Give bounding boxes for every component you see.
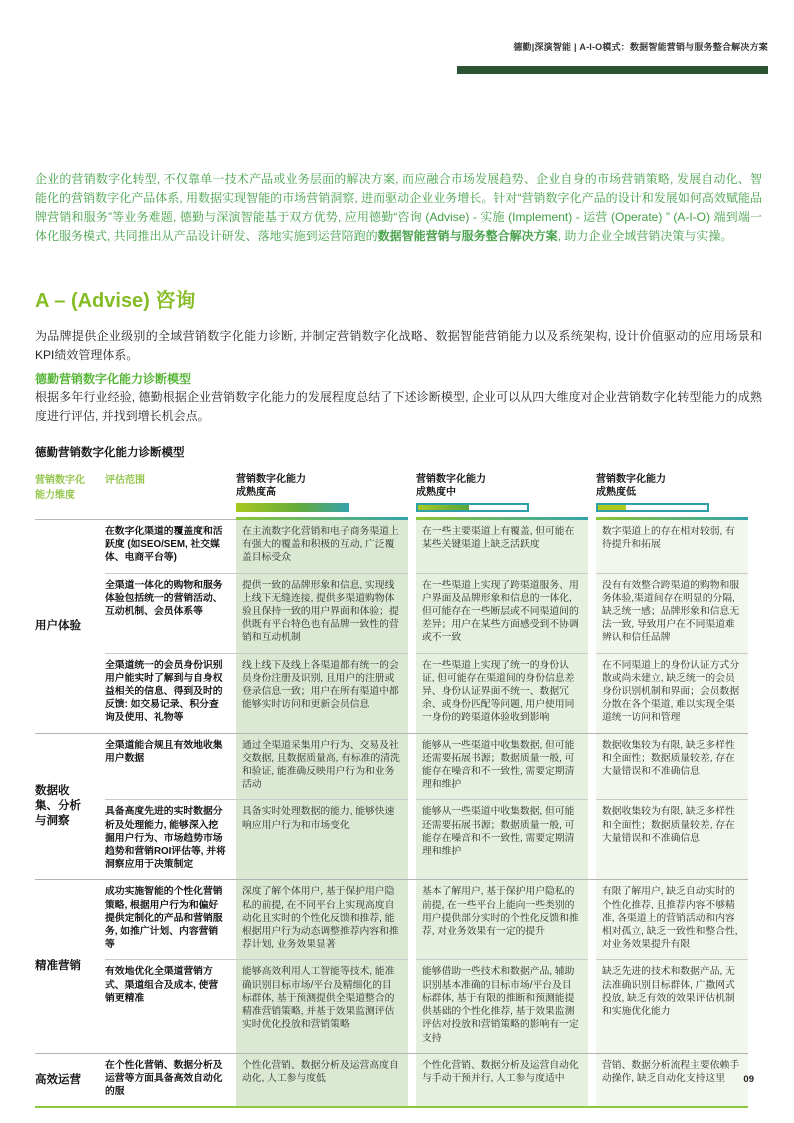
table-cell-scope: 成功实施智能的个性化营销策略, 根据用户行为和偏好提供定制化的产品和营销服务, 如推广计划、内容营销等 <box>105 886 223 951</box>
table-cell-high: 个性化营销、数据分析及运营高度自动化, 人工参与度低 <box>236 1054 408 1107</box>
table-cell-medium: 在一些渠道上实现了跨渠道服务、用户界面及品牌形象和信息的一体化, 但可能存在一些断层或不同渠道间的差异；用户在某些方面感受到不协调或不一致 <box>416 573 588 653</box>
table-cell-high: 能够高效利用人工智能等技术, 能准确识别目标市场/平台及精细化的目标群体, 基于预测提供全渠道整合的精准营销策略, 并基于效果监测评估实时优化投放和营销策略 <box>236 959 408 1052</box>
column-header-dimension-line2: 能力维度 <box>35 490 75 501</box>
page-number: 09 <box>743 1074 754 1085</box>
maturity-high-label-line1: 营销数字化能力 <box>236 474 306 485</box>
table-cell-low: 营销、数据分析流程主要依赖手动操作, 缺乏自动化支持这里 <box>596 1054 748 1107</box>
table-cell-scope: 全渠道统一的会员身份识别用户能实时了解到与自身权益相关的信息、得到及时的反馈: 如交易记录、积分查询及使用、礼物等 <box>105 653 236 733</box>
table-cell-medium: 个性化营销、数据分析及运营自动化与手动干预并行, 人工参与度适中 <box>416 1054 588 1107</box>
table-cell-medium: 在一些渠道上实现了统一的身份认证, 但可能存在渠道间的身份信息差异、身份认证界面不统一、数据冗余、或身份匹配等问题, 用户使用同一身份的跨渠道体验收到影响 <box>416 653 588 733</box>
group-label: 精准营销 <box>35 960 81 973</box>
header-separator: | <box>571 42 580 52</box>
header-brand: 德勤|深演智能 <box>513 42 572 52</box>
diagnostic-model-table <box>35 444 748 1108</box>
table-cell-high: 在主流数字化营销和电子商务渠道上有强大的覆盖和积极的互动, 广泛覆盖目标受众 <box>236 520 408 573</box>
section-paragraph-2: 根据多年行业经验, 德勤根据企业营销数字化能力的发展程度总结了下述诊断模型, 企业可以从四大维度对企业营销数字化转型能力的成熟度进行评估, 并找到增长机会点。 <box>35 390 762 423</box>
table-cell-scope: 在个性化营销、数据分析及运营等方面具备高效自动化的服 <box>105 1059 223 1098</box>
section-heading: A – (Advise) 咨询 <box>35 290 196 312</box>
table-cell-low: 数据收集较为有限, 缺乏多样性和全面性；数据质量较差, 存在大量错误和不准确信息 <box>596 799 748 879</box>
column-header-dimension-line1: 营销数字化 <box>35 475 85 486</box>
table-group-efficient-operations <box>35 1053 748 1109</box>
maturity-medium-bar-fill <box>418 505 469 510</box>
column-header-scope: 评估范围 <box>105 471 236 520</box>
table-cell-high: 深度了解个体用户, 基于保护用户隐私的前提, 在不同平台上实现高度自动化且实时的个性化反馈和推荐, 能根据用户行为动态调整推荐内容和推荐计划, 业务效果显著 <box>236 880 408 959</box>
table-cell-low: 缺乏先进的技术和数据产品, 无法准确识别目标群体, 广撒网式投放, 缺乏有效的效果评估机制和实施优化能力 <box>596 959 748 1052</box>
maturity-medium-label-line1: 营销数字化能力 <box>416 474 486 485</box>
table-cell-medium: 能够从一些渠道中收集数据, 但可能还需要拓展书源；数据质量一般, 可能存在噪音和不一致性, 需要定期清理和维护 <box>416 799 588 879</box>
table-group-user-experience <box>35 520 748 733</box>
table-cell-scope: 全渠道一体化的购物和服务体验包括统一的营销活动、互动机制、会员体系等 <box>105 573 236 653</box>
table-cell-low: 在不同渠道上的身份认证方式分散或尚未建立, 缺乏统一的会员身份识别机制和界面；会员数据分散在各个渠道, 难以实现全渠道统一访问和管理 <box>596 653 748 733</box>
table-cell-medium: 能够借助一些技术和数据产品, 辅助识别基本准确的目标市场/平台及目标群体, 基于有限的推断和预测能提供基础的个性化推荐, 基于效果监测评估对投放和营销策略的影响有一定支持 <box>416 959 588 1052</box>
table-cell-medium: 在一些主要渠道上有覆盖, 但可能在某些关键渠道上缺乏活跃度 <box>416 520 588 573</box>
table-cell-high: 线上线下及线上各渠道都有统一的会员身份注册及识别, 且用户的注册或登录信息一致；用户在所有渠道中都能够实时访问和更新会员信息 <box>236 653 408 733</box>
intro-text: 企业的营销数字化转型, 不仅靠单一技术产品或业务层面的解决方案, 而应融合市场发展趋势、企业自身的市场营销策略, 发展自动化、智能化的营销数字化产品体系, 用数据实现智能的市场营销洞察, 进而驱动企业业务增长。针对“营销数字化产品的设计和发展如何高效赋能品牌营销和服务”等业务难题, 德勤与深演智能基于双方优势, 应用德勤“咨询 (Advise) - 实施 (Implement) - 运营 (Operate) ” (A-I-O) 端到端一体化服务模式, 共同推出从产品设计研发、落地实施到运营陪跑的 <box>35 172 762 243</box>
table-cell-high: 提供一致的品牌形象和信息, 实现线上线下无缝连接, 提供多渠道购物体验且保持一致的用户界面和体验；提供既有平台特色也有品牌一致性的营销和互动机制 <box>236 573 408 653</box>
maturity-high-bar <box>236 503 349 512</box>
maturity-low-label-line1: 营销数字化能力 <box>596 474 666 485</box>
page-header <box>513 40 768 53</box>
section-paragraph-1: 为品牌提供企业级别的全域营销数字化能力诊断, 并制定营销数字化战略、数据智能营销能力以及系统架构, 设计价值驱动的应用场景和KPI绩效管理体系。 <box>35 329 762 362</box>
intro-text-end: , 助力企业全域营销决策与实操。 <box>557 229 733 243</box>
group-label: 数据收集、分析与洞察 <box>35 785 81 828</box>
table-group-precision-marketing <box>35 879 748 1052</box>
header-accent-bar <box>457 66 768 74</box>
header-title: A-I-O模式：数据智能营销与服务整合解决方案 <box>579 42 768 52</box>
intro-paragraph <box>35 170 762 246</box>
group-label: 高效运营 <box>35 1073 81 1086</box>
table-group-data-collection <box>35 733 748 880</box>
table-cell-low: 有限了解用户, 缺乏自动实时的个性化推荐, 且推荐内容不够精准, 各渠道上的营销活动和内容相对孤立, 缺乏一致性和整合性, 对业务效果提升有限 <box>596 880 748 959</box>
column-header-maturity-medium <box>416 471 588 520</box>
maturity-low-label-line2: 成熟度低 <box>596 487 636 498</box>
column-header-dimension <box>35 471 105 520</box>
table-cell-scope: 有效地优化全渠道营销方式、渠道组合及成本, 使营销更精准 <box>105 959 236 1052</box>
table-cell-low: 没有有效整合跨渠道的购物和服务体验,渠道间存在明显的分隔, 缺乏统一感；品牌形象和信息无法一致, 导致用户在不同渠道难辨认和信任品牌 <box>596 573 748 653</box>
table-title: 德勤营销数字化能力诊断模型 <box>35 447 185 459</box>
table-cell-high: 具备实时处理数据的能力, 能够快速响应用户行为和市场变化 <box>236 799 408 879</box>
maturity-low-bar <box>596 503 709 512</box>
column-header-maturity-high <box>236 471 408 520</box>
section-subheading: 德勤营销数字化能力诊断模型 <box>35 372 192 386</box>
table-cell-low: 数字渠道上的存在相对较弱, 有待提升和拓展 <box>596 520 748 573</box>
table-cell-medium: 能够从一些渠道中收集数据, 但可能还需要拓展书源；数据质量一般, 可能存在噪音和不一致性, 需要定期清理和维护 <box>416 734 588 800</box>
table-cell-medium: 基本了解用户, 基于保护用户隐私的前提, 在一些平台上能向一些类别的用户提供部分实时的个性化反馈和推荐, 对业务效果有一定的提升 <box>416 880 588 959</box>
table-cell-scope: 具备高度先进的实时数据分析及处理能力, 能够深入挖掘用户行为、市场趋势市场趋势和营销ROI评估等, 并将洞察应用于决策制定 <box>105 799 236 879</box>
maturity-low-bar-fill <box>598 505 626 510</box>
maturity-medium-bar <box>416 503 529 512</box>
table-header-row <box>35 471 748 520</box>
maturity-medium-label-line2: 成熟度中 <box>416 487 456 498</box>
maturity-high-bar-fill <box>236 503 349 512</box>
intro-bold-text: 数据智能营销与服务整合解决方案 <box>377 229 558 243</box>
column-header-maturity-low <box>596 471 748 520</box>
table-cell-low: 数据收集较为有限, 缺乏多样性和全面性；数据质量较差, 存在大量错误和不准确信息 <box>596 734 748 800</box>
table-cell-high: 通过全渠道采集用户行为、交易及社交数据, 且数据质量高, 有标准的清洗和验证, 能准确反映用户行为和业务活动 <box>236 734 408 800</box>
group-label: 用户体验 <box>35 619 81 632</box>
table-cell-scope: 在数字化渠道的覆盖度和活跃度 (如SEO/SEM, 社交媒体、电商平台等) <box>105 526 223 564</box>
table-cell-scope: 全渠道能合规且有效地收集用户数据 <box>105 739 223 764</box>
maturity-high-label-line2: 成熟度高 <box>236 487 276 498</box>
